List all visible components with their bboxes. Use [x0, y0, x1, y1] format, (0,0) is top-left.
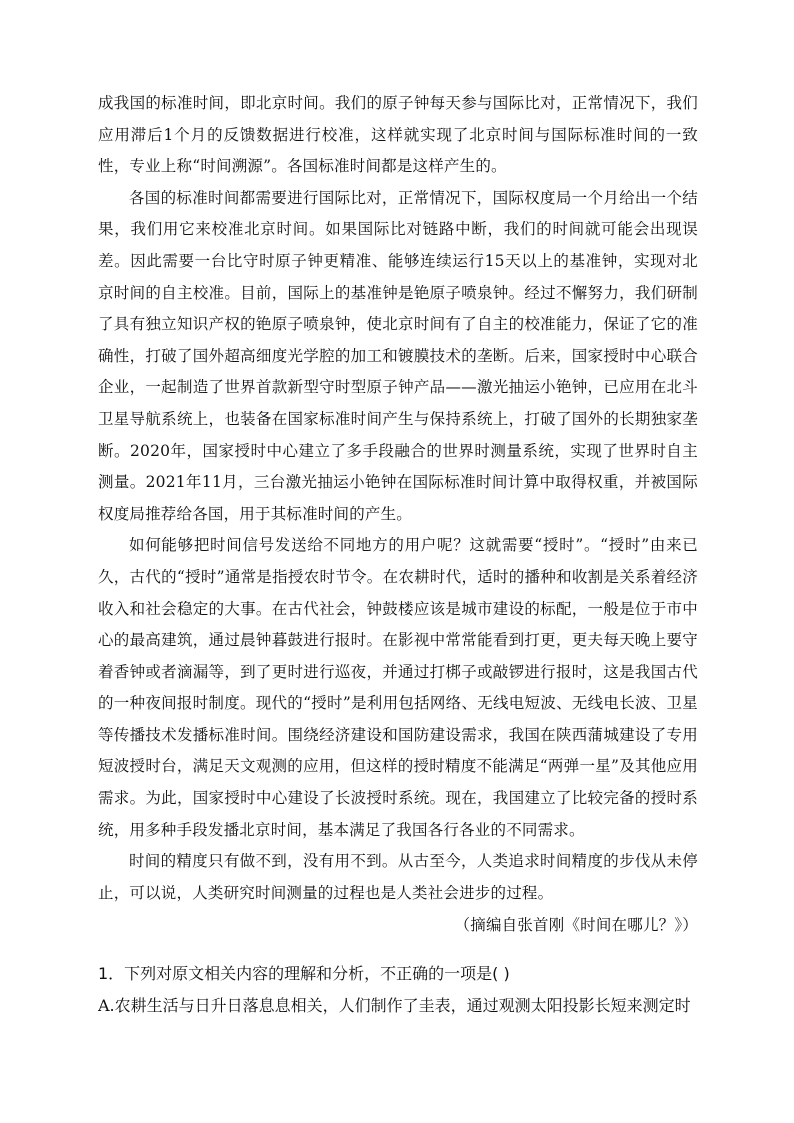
- article-paragraph-3: 如何能够把时间信号发送给不同地方的用户呢？这就需要“授时”。“授时”由来已久，古代的“授时”通常是指授农时节令。在农耕时代，适时的播种和收割是关系着经济收入和社会稳定的大事。在古代社会，钟鼓楼应该是城市建设的标配，一般是位于市中心的最高建筑，通过晨钟暮鼓进行报时。在影视中常常能看到打更，更夫每天晚上要守着香钟或者滴漏等，到了更时进行巡夜，并通过打梆子或敲锣进行报时，这是我国古代的一种夜间报时制度。现代的“授时”是利用包括网络、无线电短波、无线电长波、卫星等传播技术发播标准时间。围绕经济建设和国防建设需求，我国在陕西蒲城建设了专用短波授时台，满足天文观测的应用，但这样的授时精度不能满足“两弹一星”及其他应用需求。为此，国家授时中心建设了长波授时系统。现在，我国建立了比较完备的授时系统，用多种手段发播北京时间，基本满足了我国各行各业的不同需求。: [98, 536, 698, 839]
- article-citation: （摘编自张首刚《时间在哪儿？》）: [454, 916, 698, 935]
- question-stem: 1．下列对原文相关内容的理解和分析，不正确的一项是( ): [98, 964, 510, 983]
- question-block: [98, 958, 698, 1022]
- article-paragraph-1: 成我国的标准时间，即北京时间。我们的原子钟每天参与国际比对，正常情况下，我们应用滞后1个月的反馈数据进行校准，这样就实现了北京时间与国际标准时间的一致性，专业上称“时间溯源”。各国标准时间都是这样产生的。: [98, 94, 698, 176]
- article-paragraph-2: 各国的标准时间都需要进行国际比对，正常情况下，国际权度局一个月给出一个结果，我们用它来校准北京时间。如果国际比对链路中断，我们的时间就可能会出现误差。因此需要一台比守时原子钟更精准、能够连续运行15天以上的基准钟，实现对北京时间的自主校准。目前，国际上的基准钟是铯原子喷泉钟。经过不懈努力，我们研制了具有独立知识产权的铯原子喷泉钟，使北京时间有了自主的校准能力，保证了它的准确性，打破了国外超高细度光学腔的加工和镀膜技术的垄断。后来，国家授时中心联合企业，一起制造了世界首款新型守时型原子钟产品——激光抽运小铯钟，已应用在北斗卫星导航系统上，也装备在国家标准时间产生与保持系统上，打破了国外的长期独家垄断。2020年，国家授时中心建立了多手段融合的世界时测量系统，实现了世界时自主测量。2021年11月，三台激光抽运小铯钟在国际标准时间计算中取得权重，并被国际权度局推荐给各国，用于其标准时间的产生。: [98, 188, 698, 523]
- question-option-a: A.农耕生活与日升日落息息相关，人们制作了圭表，通过观测太阳投影长短来测定时: [98, 996, 691, 1015]
- article-paragraph-4: 时间的精度只有做不到，没有用不到。从古至今，人类追求时间精度的步伐从未停止，可以说，人类研究时间测量的过程也是人类社会进步的过程。: [98, 852, 698, 902]
- article-body: [98, 88, 698, 941]
